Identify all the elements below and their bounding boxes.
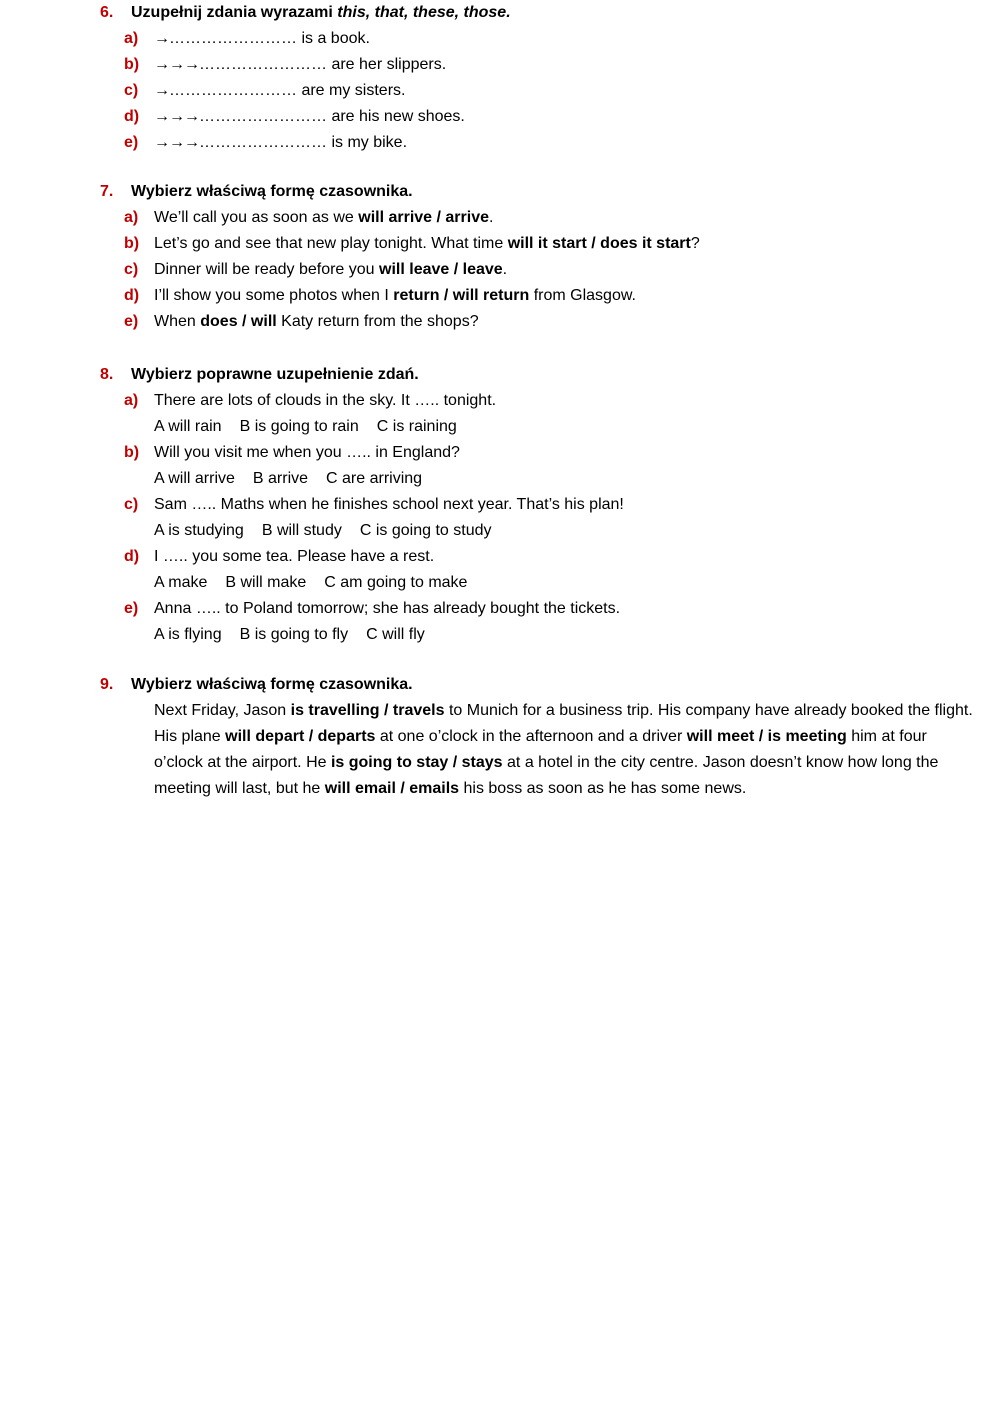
arrow-right-icon: →→→ [154,108,199,125]
answer-options [0,466,1000,492]
option-b[interactable]: B will study [261,522,342,539]
exercise-title: Wybierz właściwą formę czasownika. [131,183,413,200]
exercise-8 [0,362,1000,648]
option-b[interactable]: B is going to fly [239,626,349,643]
option-c[interactable]: C are arriving [326,470,423,487]
verb-choice[interactable]: is travelling / travels [290,702,445,719]
blank-line[interactable]: …………………… [169,30,297,47]
question: b) Will you visit me when you ….. in England? [124,444,460,461]
blank-line[interactable]: …………………… [199,134,327,151]
verb-choice[interactable]: will meet / is meeting [686,728,847,745]
verb-choice[interactable]: will depart / departs [225,728,376,745]
list-item: b) Let’s go and see that new play tonight. What time will it start / does it start? [124,235,700,252]
option-c[interactable]: C am going to make [324,574,468,591]
option-c[interactable]: C is going to study [359,522,492,539]
arrow-right-icon: → [154,82,169,99]
list-item: a) We’ll call you as soon as we will arrive / arrive. [124,209,494,226]
verb-choice[interactable]: return / will return [393,287,530,304]
list-item: c) Dinner will be ready before you will leave / leave. [124,261,508,278]
answer-options [0,622,1000,648]
exercise-title: Wybierz właściwą formę czasownika. [131,676,413,693]
exercise-title: Wybierz poprawne uzupełnienie zdań. [131,366,419,383]
question: d) I ….. you some tea. Please have a rest. [124,548,435,565]
list-item: a) →…………………… is a book. [124,30,370,47]
verb-choice[interactable]: will leave / leave [379,261,503,278]
list-item: d) I’ll show you some photos when I return / will return from Glasgow. [124,287,636,304]
list-item: e) When does / will Katy return from the shops? [124,313,479,330]
answer-options [0,518,1000,544]
exercise-8-header [0,362,1000,388]
verb-choice[interactable]: does / will [200,313,277,330]
option-a[interactable]: A will arrive [154,470,235,487]
question: e) Anna ….. to Poland tomorrow; she has already bought the tickets. [124,600,621,617]
list-item: d) →→→…………………… are his new shoes. [124,108,465,125]
arrow-right-icon: → [154,30,169,47]
exercise-number: 8. [100,366,114,383]
verb-choice[interactable]: will it start / does it start [507,235,691,252]
option-b[interactable]: B will make [225,574,307,591]
arrow-right-icon: →→→ [154,134,199,151]
exercise-9 [0,672,1000,797]
exercise-number: 9. [100,676,114,693]
exercise-title: Uzupełnij zdania wyrazami this, that, these, those. [131,4,511,21]
option-c[interactable]: C will fly [366,626,425,643]
option-a[interactable]: A will rain [154,418,222,435]
list-item: c) →…………………… are my sisters. [124,82,406,99]
arrow-right-icon: →→→ [154,56,199,73]
list-item: b) →→→…………………… are her slippers. [124,56,447,73]
answer-options [0,414,1000,440]
option-a[interactable]: A is studying [154,522,244,539]
question: c) Sam ….. Maths when he finishes school next year. That’s his plan! [124,496,624,513]
blank-line[interactable]: …………………… [169,82,297,99]
exercise-number: 6. [100,4,114,21]
answer-options [0,570,1000,596]
exercise-7 [0,179,1000,335]
blank-line[interactable]: …………………… [199,56,327,73]
verb-choice[interactable]: will arrive / arrive [358,209,489,226]
exercise-paragraph: Next Friday, Jason is travelling / travels to Munich for a business trip. His company have already booked the flight. His plane will depart / departs at one o’clock in the afternoon and a driver will meet / is meeting him at four o’clock at the airport. He is going to stay / stays at a hotel in the city centre. Jason doesn’t know how long the meeting will last, but he will email / emails his boss as soon as he has some news. [154,702,973,797]
exercise-7-header [0,179,1000,205]
exercise-9-header [0,672,1000,698]
verb-choice[interactable]: is going to stay / stays [330,754,503,771]
exercise-number: 7. [100,183,114,200]
exercise-6 [0,0,1000,156]
exercise-6-header [0,0,1000,26]
option-b[interactable]: B arrive [252,470,309,487]
list-item: e) →→→…………………… is my bike. [124,134,408,151]
option-c[interactable]: C is raining [376,418,457,435]
option-a[interactable]: A make [154,574,208,591]
question: a) There are lots of clouds in the sky. It ….. tonight. [124,392,497,409]
verb-choice[interactable]: will email / emails [324,780,460,797]
blank-line[interactable]: …………………… [199,108,327,125]
option-b[interactable]: B is going to rain [239,418,359,435]
option-a[interactable]: A is flying [154,626,222,643]
